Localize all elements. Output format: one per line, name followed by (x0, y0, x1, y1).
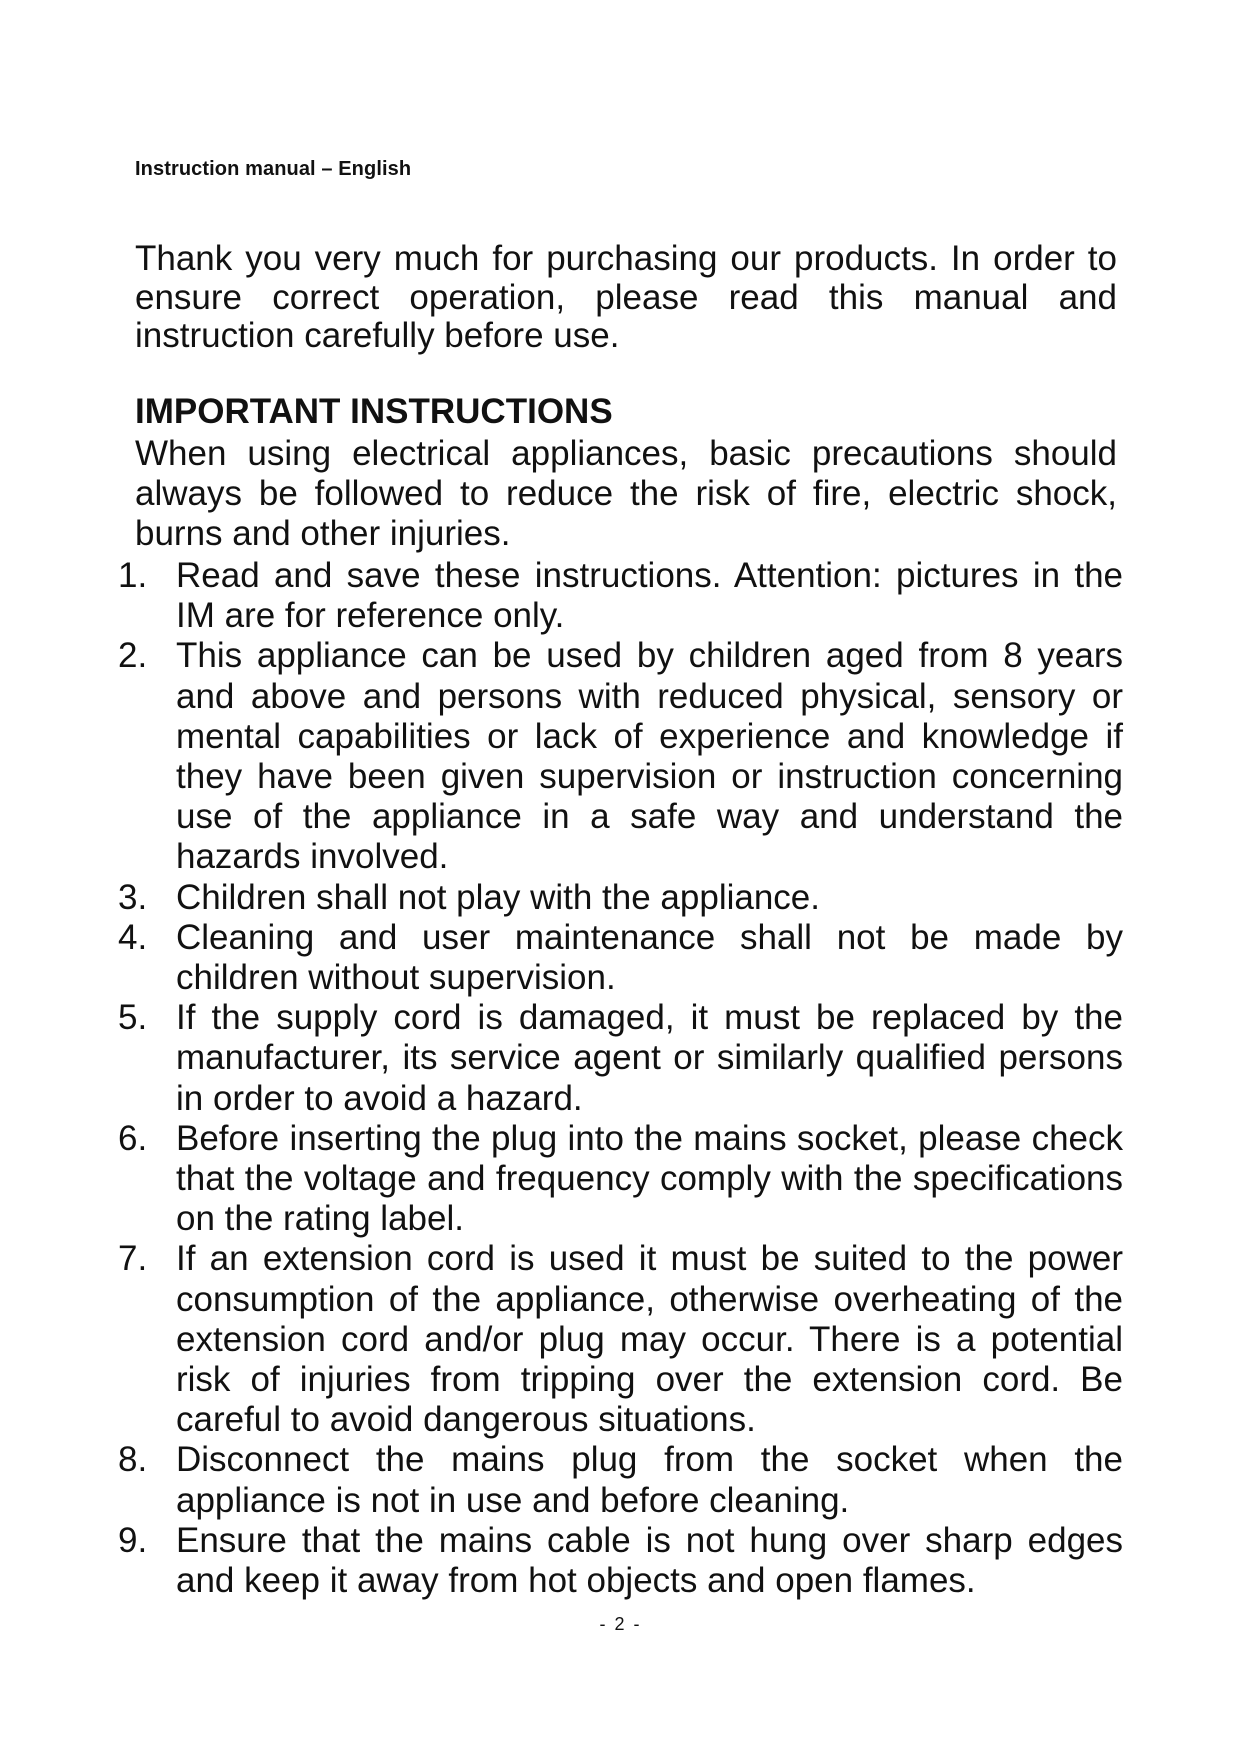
page-number: - 2 - (599, 1614, 642, 1634)
list-item-number: 6. (118, 1118, 148, 1158)
list-item (118, 1521, 1123, 1601)
list-item-number: 4. (118, 917, 148, 957)
list-item-number: 8. (118, 1440, 148, 1480)
list-item (118, 1239, 1123, 1440)
list-item (118, 1119, 1123, 1240)
list-item-number: 3. (118, 877, 148, 917)
list-item-number: 2. (118, 636, 148, 676)
list-item-text: If the supply cord is damaged, it must be replaced by the manufacturer, its service agent or similarly qualified persons in order to avoid a hazard. (176, 998, 1123, 1118)
list-item-text: Read and save these instructions. Attention: pictures in the IM are for reference only. (176, 556, 1123, 636)
list-item (118, 878, 1123, 918)
list-item-text: If an extension cord is used it must be suited to the power consumption of the appliance, otherwise overheating of the extension cord and/or plug may occur. There is a potential risk of injuries from tripping over the extension cord. Be careful to avoid dangerous situations. (176, 1239, 1123, 1440)
list-item-text: Disconnect the mains plug from the socket when the appliance is not in use and before cleaning. (176, 1440, 1123, 1520)
list-item (118, 556, 1123, 636)
list-item-text: Children shall not play with the appliance. (176, 877, 820, 917)
precaution-paragraph: When using electrical appliances, basic precautions should always be followed to reduce the risk of fire, electric shock, burns and other injuries. (135, 434, 1117, 553)
intro-paragraph: Thank you very much for purchasing our products. In order to ensure correct operation, please read this manual and instruction carefully before use. (135, 239, 1117, 355)
section-heading: IMPORTANT INSTRUCTIONS (135, 392, 613, 431)
list-item-number: 5. (118, 998, 148, 1038)
list-item (118, 998, 1123, 1119)
list-item (118, 918, 1123, 998)
list-item-text: This appliance can be used by children aged from 8 years and above and persons with reduced physical, sensory or mental capabilities or lack of experience and knowledge if they have been given supervision or instruction concerning use of the appliance in a safe way and understand the hazards involved. (176, 636, 1123, 877)
list-item-text: Ensure that the mains cable is not hung over sharp edges and keep it away from hot objects and open flames. (176, 1520, 1123, 1601)
list-item-number: 1. (118, 556, 148, 595)
list-item-text: Cleaning and user maintenance shall not be made by children without supervision. (176, 917, 1123, 998)
page-header: Instruction manual – English (135, 158, 412, 180)
list-item-number: 9. (118, 1520, 148, 1560)
list-item-text: Before inserting the plug into the mains socket, please check that the voltage and frequency comply with the specifications on the rating label. (176, 1118, 1123, 1239)
instructions-list (118, 556, 1123, 1601)
list-item (118, 1440, 1123, 1520)
list-item-number: 7. (118, 1239, 148, 1279)
list-item (118, 636, 1123, 877)
